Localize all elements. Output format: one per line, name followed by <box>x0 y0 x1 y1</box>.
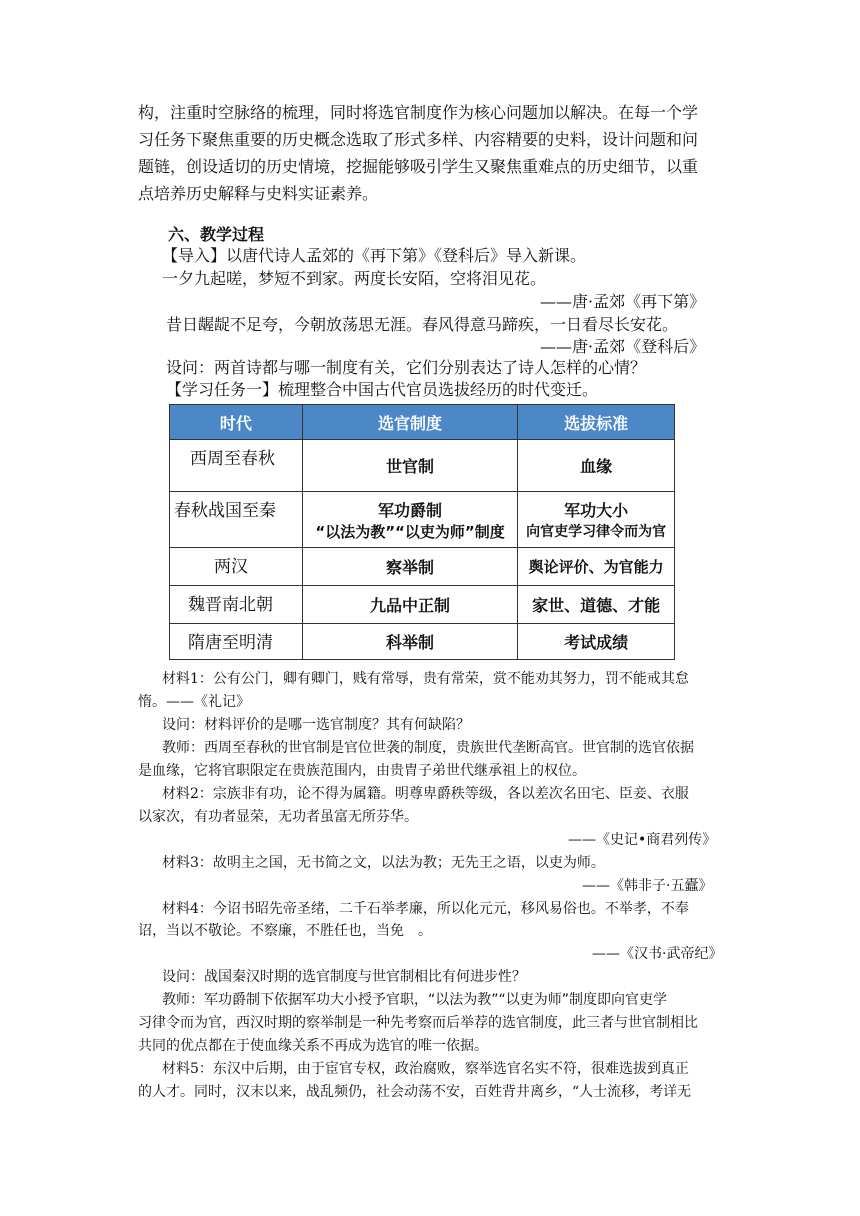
cell-standard: 舆论评价、为官能力 <box>518 548 675 586</box>
material-4-line-1: 材料4：今诏书昭先帝圣绪，二千石举孝廉，所以化元元，移风易俗也。不举孝，不奉 <box>162 901 689 917</box>
material-2-source: ——《史记•商君列传》 <box>568 832 717 848</box>
intro-line-4: 点培养历史解释与史料实证素养。 <box>138 184 379 203</box>
system-line: “以法为教”“以吏为师”制度 <box>315 522 505 541</box>
cell-standard: 考试成绩 <box>518 624 675 660</box>
cell-era: 春秋战国至秦 <box>170 492 303 548</box>
table-row <box>170 548 675 586</box>
material-5-line-2: 的人才。同时，汉末以来，战乱频仍，社会动荡不安，百姓背井离乡，“人士流移，考详无 <box>138 1084 692 1100</box>
material-3: 材料3：故明主之国，无书简之文，以法为教；无先王之语，以吏为师。 <box>162 855 605 871</box>
intro-line-2: 习任务下聚焦重要的历史概念选取了形式多样、内容精要的史料，设计问题和问 <box>138 130 699 149</box>
material-3-source: ——《韩非子·五蠹》 <box>582 878 713 894</box>
material-4-line-2: 诏，当以不敬论。不察廉，不胜任也，当免 。 <box>138 923 432 939</box>
teacher-2-line-1: 教师：军功爵制下依据军功大小授予官职，“以法为教”“以吏为师”制度即向官吏学 <box>162 992 668 1008</box>
material-1-line-1: 材料1：公有公门，卿有卿门，贱有常辱，贵有常荣，赏不能劝其努力，罚不能戒其怠 <box>162 671 689 687</box>
material-2-line-1: 材料2：宗族非有功，论不得为属籍。明尊卑爵秩等级，各以差次名田宅、臣妾、衣服 <box>162 786 689 802</box>
cell-system: 科举制 <box>302 624 518 660</box>
cell-standard <box>518 492 675 548</box>
cell-system: 世官制 <box>302 440 518 492</box>
selection-system-table <box>169 404 675 660</box>
teacher-2-line-2: 习律令而为官，西汉时期的察举制是一种先考察而后举荐的选官制度，此三者与世官制相比 <box>138 1015 698 1031</box>
question-1: 设问：材料评价的是哪一选官制度？其有何缺陷？ <box>162 717 470 733</box>
poem-1: 一夕九起嗟，梦短不到家。两度长安陌，空将泪见花。 <box>162 269 547 288</box>
material-4-source: ——《汉书·武帝纪》 <box>592 946 723 962</box>
cell-system: 察举制 <box>302 548 518 586</box>
header-era: 时代 <box>170 405 303 440</box>
header-standard: 选拔标准 <box>518 405 675 440</box>
task-1: 【学习任务一】梳理整合中国古代官员选拔经历的时代变迁。 <box>166 380 599 399</box>
system-line: 军功爵制 <box>378 500 443 520</box>
teacher-2-line-3: 共同的优点都在于使血缘关系不再成为选官的唯一依据。 <box>138 1038 488 1054</box>
standard-line: 军功大小 <box>564 501 629 520</box>
lead-in: 【导入】以唐代诗人孟郊的《再下第》《登科后》导入新课。 <box>162 246 587 265</box>
section-heading: 六、教学过程 <box>168 225 265 244</box>
standard-line: 向官吏学习律令而为官 <box>526 524 667 540</box>
table-row <box>170 440 675 492</box>
cell-standard: 家世、道德、才能 <box>518 586 675 624</box>
cell-system <box>302 492 518 548</box>
teacher-1-line-2: 是血缘，它将官职限定在贵族范围内，由贵胄子弟世代继承祖上的权位。 <box>138 763 586 779</box>
cell-era: 两汉 <box>170 548 303 586</box>
intro-line-1: 构，注重时空脉络的梳理，同时将选官制度作为核心问题加以解决。在每一个学 <box>138 103 699 122</box>
intro-line-3: 题链，创设适切的历史情境，挖掘能够吸引学生又聚焦重难点的历史细节，以重 <box>138 157 699 176</box>
cell-era: 魏晋南北朝 <box>170 586 303 624</box>
table-header-row <box>170 405 675 440</box>
cell-standard: 血缘 <box>518 440 675 492</box>
poem-1-source: ——唐·孟郊《再下第》 <box>540 292 706 311</box>
material-1-line-2: 惰。——《礼记》 <box>138 694 250 710</box>
question-2: 设问：战国秦汉时期的选官制度与世官制相比有何进步性？ <box>162 969 526 985</box>
question-0: 设问：两首诗都与哪一制度有关，它们分别表达了诗人怎样的心情？ <box>166 358 647 377</box>
teacher-1-line-1: 教师：西周至春秋的世官制是官位世袭的制度，贵族世代垄断高官。世官制的选官依据 <box>162 740 694 756</box>
poem-2: 昔日龌龊不足夸，今朝放荡思无涯。春风得意马蹄疾，一日看尽长安花。 <box>166 315 679 334</box>
material-5-line-1: 材料5：东汉中后期，由于宦官专权，政治腐败，察举选官名实不符，很难选拔到真正 <box>162 1061 689 1077</box>
table-row <box>170 624 675 660</box>
poem-2-source: ——唐·孟郊《登科后》 <box>540 337 706 356</box>
cell-era: 隋唐至明清 <box>170 624 303 660</box>
cell-system: 九品中正制 <box>302 586 518 624</box>
cell-era: 西周至春秋 <box>170 440 303 492</box>
material-2-line-2: 以家次，有功者显荣，无功者虽富无所芬华。 <box>138 809 418 825</box>
table-row <box>170 492 675 548</box>
table-row <box>170 586 675 624</box>
header-system: 选官制度 <box>302 405 518 440</box>
